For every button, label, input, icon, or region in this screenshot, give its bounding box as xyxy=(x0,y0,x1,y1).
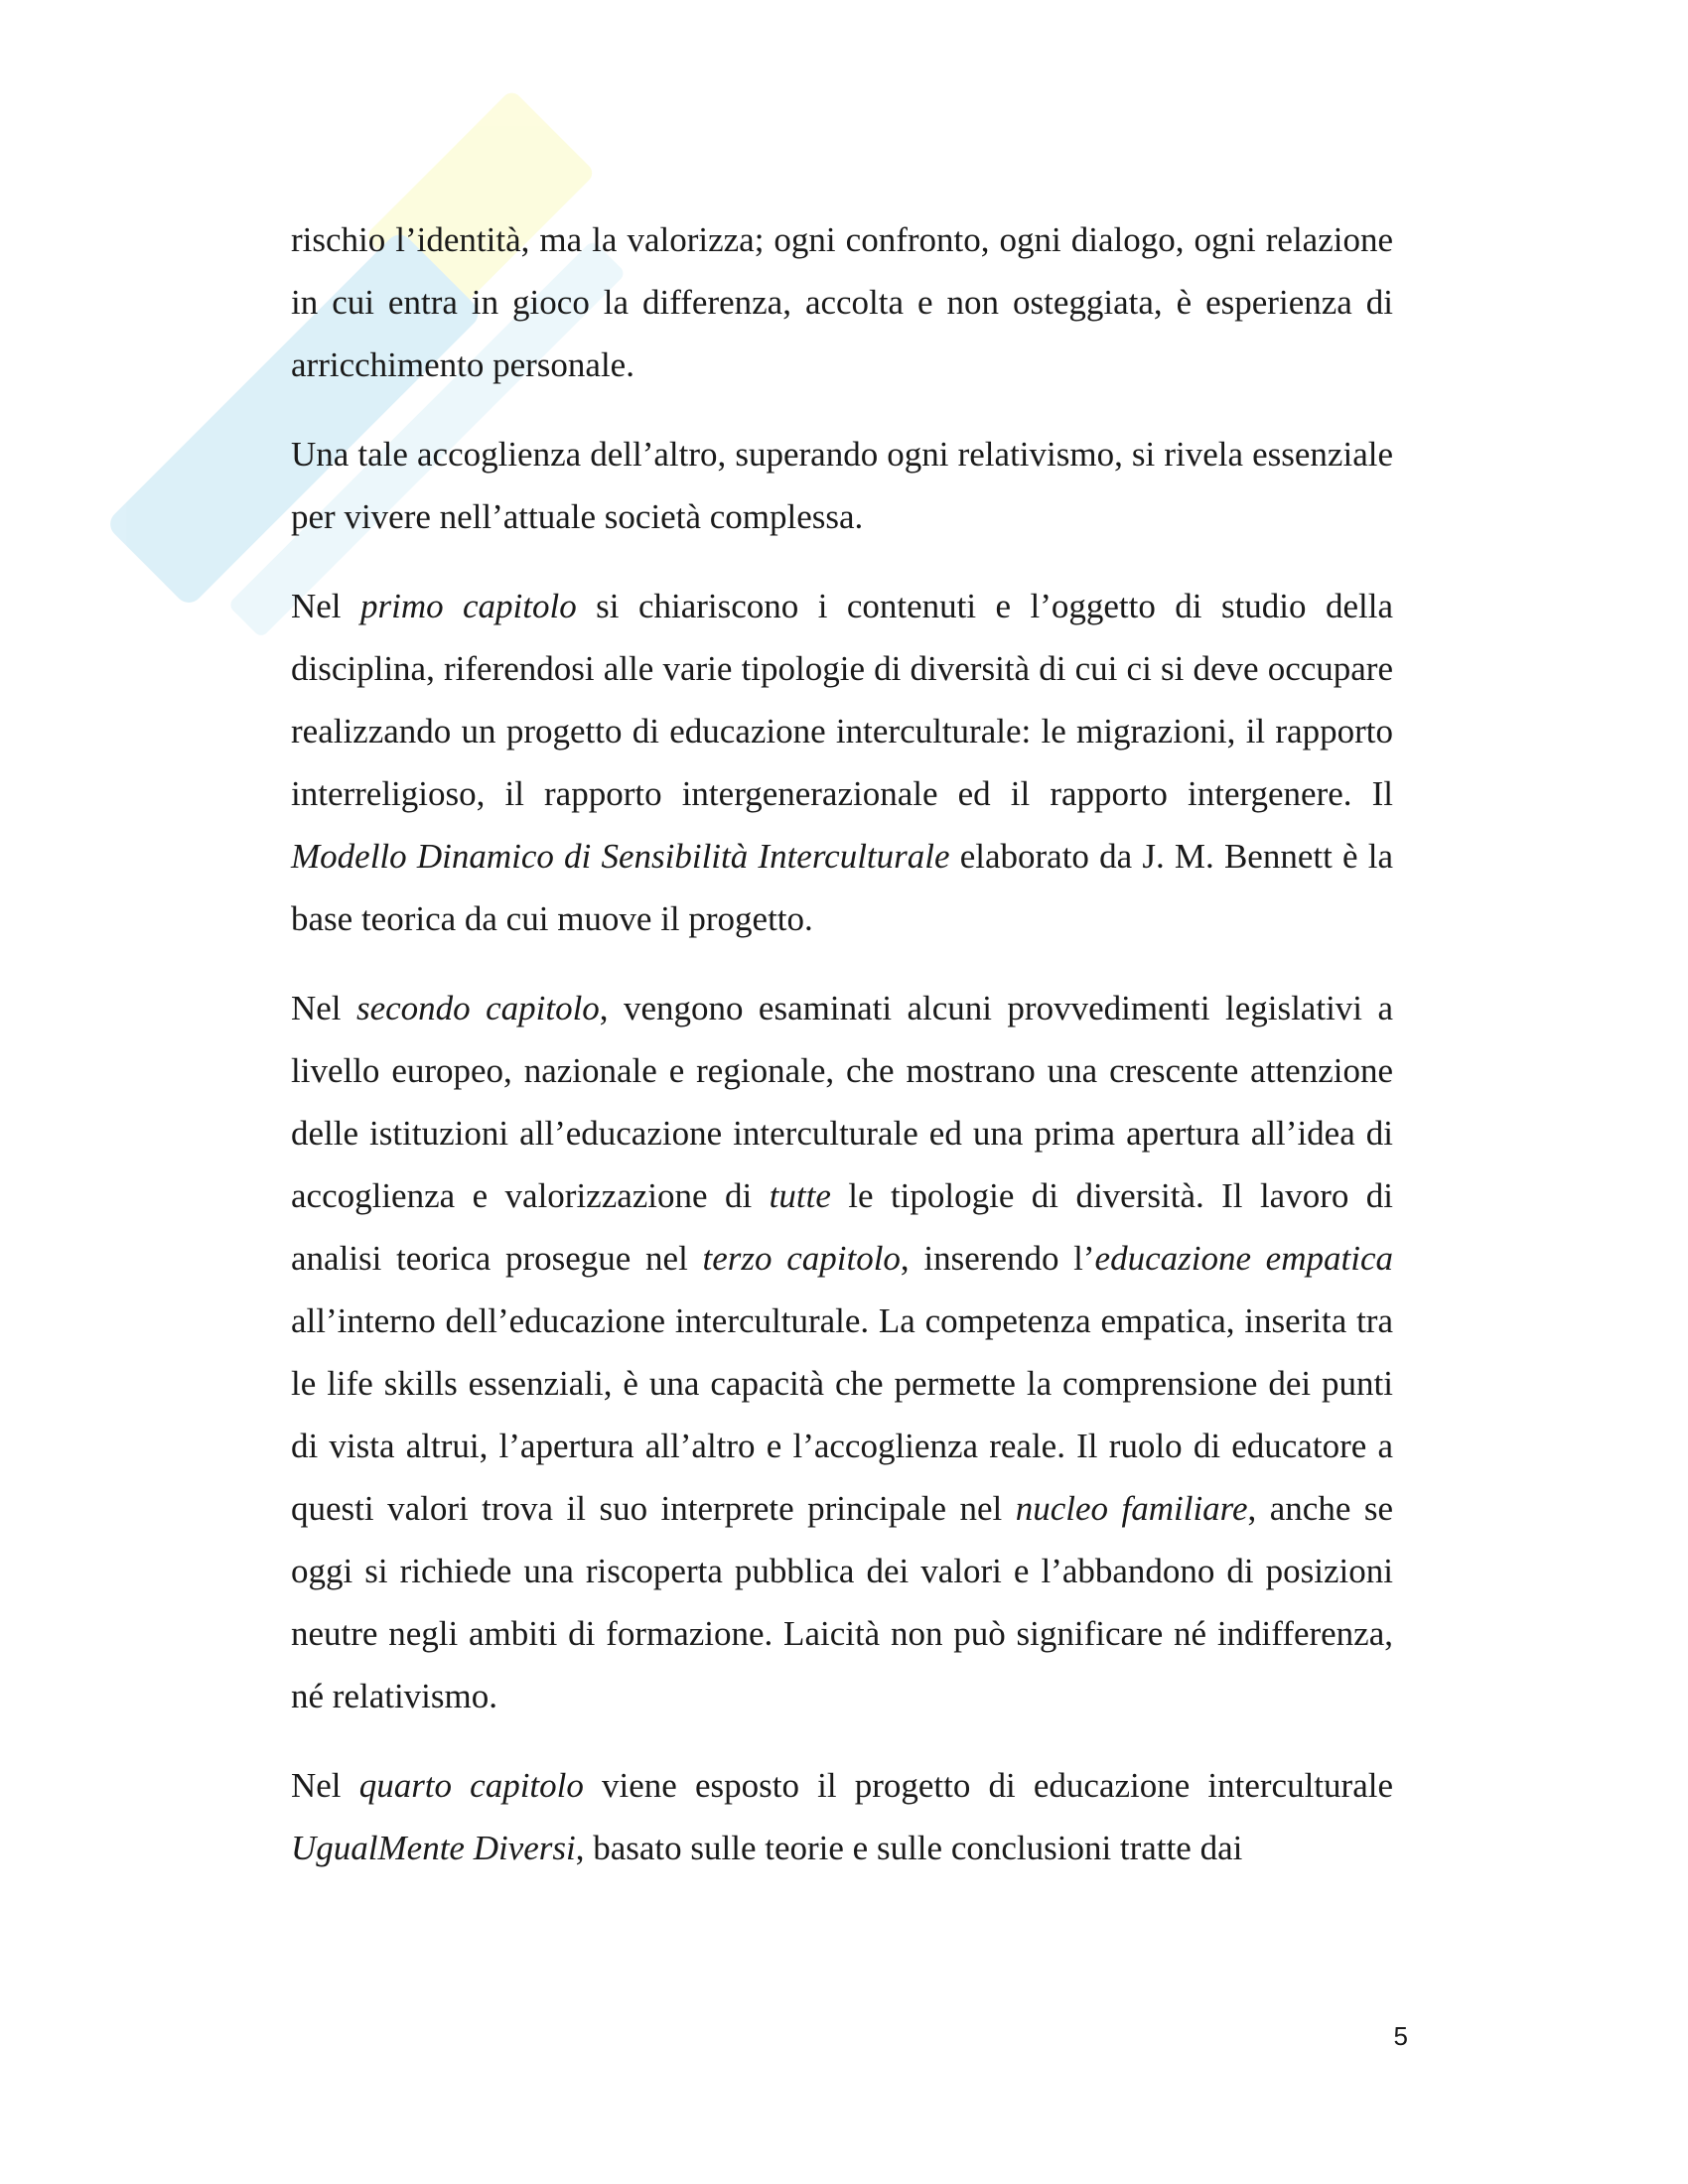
italic-emphasis: Modello Dinamico di Sensibilità Interculturale xyxy=(291,837,950,876)
text-run: Una tale accoglienza dell’altro, superando ogni relativismo, si rivela essenziale per vivere nell’attuale società complessa. xyxy=(291,435,1393,536)
paragraph xyxy=(291,575,1393,950)
text-run: elaborato da J. M. Bennett è la base teorica da cui muove il progetto. xyxy=(291,837,1393,938)
paragraph xyxy=(291,208,1393,396)
paragraph xyxy=(291,423,1393,548)
text-run: all’interno dell’educazione interculturale. La competenza empatica, inserita tra le life skills essenziali, è una capacità che permette la comprensione dei punti di vista altrui, l’apertura all’altro e l’accoglienza reale. Il ruolo di educatore a questi valori trova il suo interprete principale nel xyxy=(291,1301,1393,1528)
italic-emphasis: nucleo familiare xyxy=(1015,1489,1248,1528)
italic-emphasis: tutte xyxy=(769,1176,831,1215)
italic-emphasis: secondo capitolo xyxy=(355,989,600,1027)
text-run: Nel xyxy=(291,989,356,1027)
body-text xyxy=(291,208,1393,1906)
page-number: 5 xyxy=(1393,2021,1408,2051)
text-run: , inserendo l’ xyxy=(900,1239,1095,1278)
paragraph xyxy=(291,977,1393,1727)
text-run: rischio l’identità, ma la valorizza; ogni confronto, ogni dialogo, ogni relazione in cui entra in gioco la differenza, accolta e non osteggiata, è esperienza di arricchimento personale. xyxy=(291,220,1393,384)
text-run: , vengono esaminati alcuni provvedimenti legislativi a livello europeo, nazionale e regionale, che mostrano una crescente attenzione delle istituzioni all’educazione interculturale ed una prima apertura all’idea di accoglienza e valorizzazione di xyxy=(291,989,1393,1215)
text-run: Nel xyxy=(291,587,360,625)
text-run: viene esposto il progetto di educazione interculturale xyxy=(583,1766,1393,1805)
italic-emphasis: quarto capitolo xyxy=(358,1766,584,1805)
text-run: le tipologie di diversità. Il lavoro di analisi teorica prosegue nel xyxy=(291,1176,1394,1278)
italic-emphasis: primo capitolo xyxy=(359,587,577,625)
italic-emphasis: UgualMente Diversi xyxy=(291,1829,576,1867)
text-run: , anche se oggi si richiede una riscoperta pubblica dei valori e l’abbandono di posizioni neutre negli ambiti di formazione. Laicità non può significare né indifferenza, né relativismo. xyxy=(291,1489,1393,1715)
text-run: , basato sulle teorie e sulle conclusioni tratte dai xyxy=(575,1829,1243,1867)
text-run: si chiariscono i contenuti e l’oggetto di studio della disciplina, riferendosi alle varie tipologie di diversità di cui ci si deve occupare realizzando un progetto di educazione interculturale: le migrazioni, il rapporto interreligioso, il rapporto intergenerazionale ed il rapporto intergenere. Il xyxy=(291,587,1393,813)
italic-emphasis: educazione empatica xyxy=(1094,1239,1393,1278)
italic-emphasis: terzo capitolo xyxy=(702,1239,901,1278)
text-run: Nel xyxy=(291,1766,359,1805)
paragraph xyxy=(291,1754,1393,1879)
